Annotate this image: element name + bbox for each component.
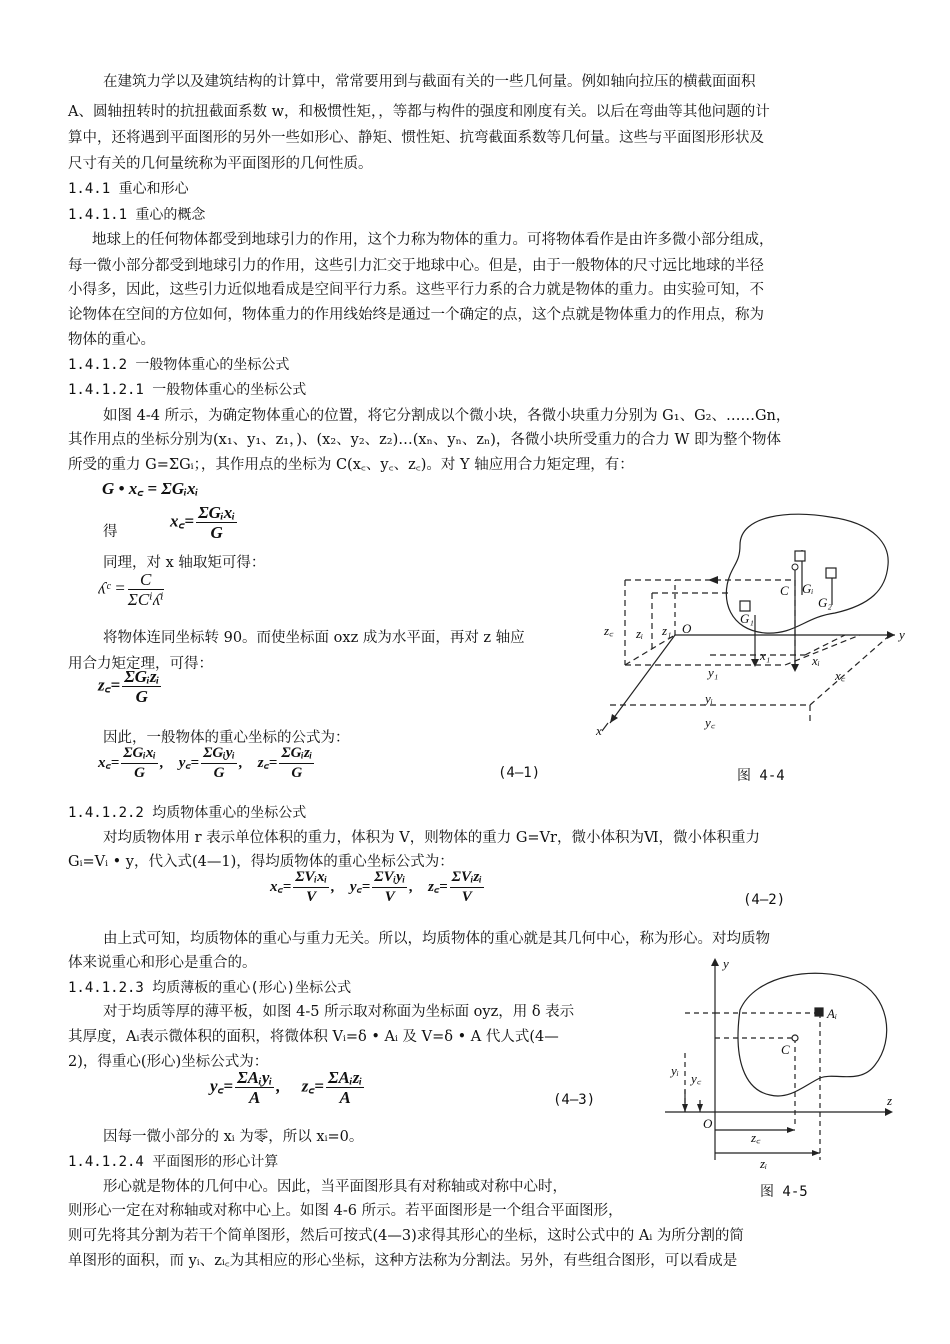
concept-line-5: 物体的重心。 xyxy=(68,332,155,348)
fig44-origin-label: O xyxy=(682,621,692,636)
fig44-g2-label: G₂ xyxy=(818,595,832,610)
general-line-1: 如图 4-4 所示，为确定物体重心的位置，将它分割成以个微小块，各微小块重力分别为 G₁、G₂、……Gn， xyxy=(103,408,791,424)
fig44-yi-label: yᵢ xyxy=(705,691,713,706)
intro-line-4: 尺寸有关的几何量统称为平面图形的几何性质。 xyxy=(68,156,373,172)
rotate-line-2: 用合力矩定理，可得： xyxy=(68,656,213,672)
fig44-xc-label: x꜀ xyxy=(835,668,846,683)
fig-4-5-caption: 图 4-5 xyxy=(760,1184,808,1200)
formula-4-2: x꜀= $\frac{\text{ΣVᵢxᵢ}}{V}$ , y꜀= $\frac{\text{ΣVᵢyᵢ}}{V}$ , z꜀= $\frac{\text{ΣVᵢzᵢ}}{V}$ xyxy=(270,869,482,905)
eq-number-4-2: (4—2) xyxy=(743,892,786,908)
conclusion-line-1: 由上式可知，均质物体的重心与重力无关。所以，均质物体的重心就是其几何中心，称为形心。对均质物 xyxy=(103,931,770,947)
figure-4-5-diagram xyxy=(655,950,905,1175)
zc-formula: z꜀= $\frac{\text{ΣGᵢzᵢ}}{G}$ xyxy=(98,667,160,706)
heading-1-4-1-2-2: 1.4.1.2.2 均质物体重心的坐标公式 xyxy=(68,805,307,821)
concept-line-3: 小得多，因此，这些引力近似地看成是空间平行力系。这些平行力系的合力就是物体的重力。由实验可知，不 xyxy=(68,282,764,298)
centroid-line-2: 则形心一定在对称轴或对称中心上。如图 4-6 所示。若平面图形是一个组合平面图形， xyxy=(68,1203,623,1219)
concept-line-2: 每一微小部分都受到地球引力的作用，这些引力汇交于地球中心。但是，由于一般物体的尺寸远比地球的半径 xyxy=(68,258,764,274)
fig45-c-label: C xyxy=(781,1042,790,1057)
therefore-line: 因此，一般物体的重心坐标的公式为： xyxy=(103,730,350,746)
fig44-z1-label: z₁ xyxy=(662,623,672,638)
heading-1-4-1-2: 1.4.1.2 一般物体重心的坐标公式 xyxy=(68,357,290,373)
de-label: 得 xyxy=(103,524,118,540)
figure-4-4-diagram xyxy=(590,505,920,750)
homog-line-2: Gᵢ=Vᵢ • y，代入式(4—1)，得均质物体的重心坐标公式为： xyxy=(68,854,454,870)
xi-zero-line: 因每一微小部分的 xᵢ 为零，所以 xᵢ=0。 xyxy=(103,1129,364,1145)
fig44-g1-label: G₁ xyxy=(740,611,754,626)
fig45-z-label: z xyxy=(887,1093,893,1108)
formula-4-1: x꜀= $\frac{\text{ΣGᵢxᵢ}}{G}$ , y꜀= $\frac{\text{ΣGᵢyᵢ}}{G}$ , z꜀= $\frac{\text{ΣGᵢzᵢ}}{G}$ xyxy=(98,745,313,781)
fig45-zi-label: zᵢ xyxy=(760,1156,768,1171)
fig44-x-label: x xyxy=(596,723,602,738)
yc-garbled-formula: ʎᶜ = $\frac{C}{\text{ΣCⁱʎⁱ}}$ xyxy=(98,570,164,609)
fig44-xi-label: xᵢ xyxy=(812,653,820,668)
fig45-yi-label: yᵢ xyxy=(671,1063,679,1078)
plate-line-1: 对于均质等厚的薄平板，如图 4-5 所示取对称面为坐标面 oyz，用 δ 表示 xyxy=(103,1004,575,1020)
fig44-zc-label: z꜀ xyxy=(604,623,614,638)
homog-line-1: 对均质物体用 r 表示单位体积的重力，体积为 V，则物体的重力 G=Vr，微小体积为Ⅵ，微小体积重力 xyxy=(103,830,761,846)
intro-line-3: 算中，还将遇到平面图形的另外一些如形心、静矩、惯性矩、抗弯截面系数等几何量。这些与平面图形形状及 xyxy=(68,130,764,146)
fig44-zi-label: zᵢ xyxy=(636,626,644,641)
fig44-gi-label: Gᵢ xyxy=(802,581,814,596)
intro-line-1: 在建筑力学以及建筑结构的计算中，常常要用到与截面有关的一些几何量。例如轴向拉压的横截面面积 xyxy=(103,74,756,90)
heading-1-4-1-2-1: 1.4.1.2.1 一般物体重心的坐标公式 xyxy=(68,382,307,398)
fig45-zc-label: z꜀ xyxy=(751,1130,761,1145)
xc-formula: x꜀= $\frac{\text{ΣGᵢxᵢ}}{G}$ xyxy=(170,503,236,542)
eq-number-4-1: (4—1) xyxy=(498,765,541,781)
plate-line-2: 其厚度，Aᵢ表示微体积的面积，将微体积 Vᵢ=δ • Aᵢ 及 V=δ • A 代人式(4— xyxy=(68,1029,559,1045)
general-line-2: 其作用点的坐标分别为(x₁、y₁、z₁，)、(x₂、y₂、z₂)…(xₙ、yₙ、zₙ)，各微小块所受重力的合力 W 即为整个物体 xyxy=(68,432,782,448)
eq-number-4-3: (4—3) xyxy=(553,1092,596,1108)
rotate-line-1: 将物体连同坐标转 90。而使坐标面 oxz 成为水平面，再对 z 轴应 xyxy=(103,630,525,646)
heading-1-4-1-1: 1.4.1.1 重心的概念 xyxy=(68,207,206,223)
heading-1-4-1-2-3: 1.4.1.2.3 均质薄板的重心(形心)坐标公式 xyxy=(68,980,352,996)
fig44-y-label: y xyxy=(899,627,905,642)
fig45-ai-label: Aᵢ xyxy=(827,1006,837,1021)
heading-1-4-1: 1.4.1 重心和形心 xyxy=(68,181,189,197)
intro-line-2: A、圆轴扭转时的抗扭截面系数 w，和极惯性矩，，等都与构件的强度和刚度有关。以后在弯曲等其他问题的计 xyxy=(68,104,770,120)
centroid-line-1: 形心就是物体的几何中心。因此，当平面图形具有对称轴或对称中心时， xyxy=(103,1179,567,1195)
tongli-line: 同理，对 x 轴取矩可得： xyxy=(103,555,266,571)
centroid-line-3: 则可先将其分割为若干个简单图形，然后可按式(4—3)求得其形心的坐标，这时公式中的 Aᵢ 为所分割的简 xyxy=(68,1228,744,1244)
fig-4-4-caption: 图 4-4 xyxy=(737,768,785,784)
fig44-y1-label: y₁ xyxy=(708,665,719,680)
concept-line-4: 论物体在空间的方位如何，物体重力的作用线始终是通过一个确定的点，这个点就是物体重力的作用点，称为 xyxy=(68,307,764,323)
fig44-c-label: C xyxy=(780,583,789,598)
fig44-yc-label: y꜀ xyxy=(705,715,716,730)
plate-line-3: 2)，得重心(形心)坐标公式为： xyxy=(68,1054,269,1070)
centroid-line-4: 单图形的面积，而 yᵢ、zᵢ꜀为其相应的形心坐标，这种方法称为分割法。另外，有些组合图形，可以看成是 xyxy=(68,1253,738,1269)
formula-4-3: y꜀= $\frac{\text{ΣAᵢyᵢ}}{A}$ , z꜀= $\frac{\text{ΣAᵢzᵢ}}{A}$ xyxy=(210,1068,363,1107)
conclusion-line-2: 体来说重心和形心是重合的。 xyxy=(68,955,257,971)
fig45-y-label: y xyxy=(723,956,729,971)
heading-1-4-1-2-4: 1.4.1.2.4 平面图形的形心计算 xyxy=(68,1154,279,1170)
general-line-3: 所受的重力 G=ΣGᵢ；，其作用点的坐标为 C(x꜀、y꜀、z꜀)。对 Y 轴应用合力矩定理，有： xyxy=(68,457,634,473)
fig44-x1-label: x₁ xyxy=(760,648,771,663)
moment-equation: G • x꜀ = ΣGᵢxᵢ xyxy=(102,479,199,498)
concept-line-1: 地球上的任何物体都受到地球引力的作用，这个力称为物体的重力。可将物体看作是由许多微小部分组成， xyxy=(92,232,774,248)
fig45-origin-label: O xyxy=(703,1116,713,1131)
fig45-yc-label: y꜀ xyxy=(691,1071,702,1086)
